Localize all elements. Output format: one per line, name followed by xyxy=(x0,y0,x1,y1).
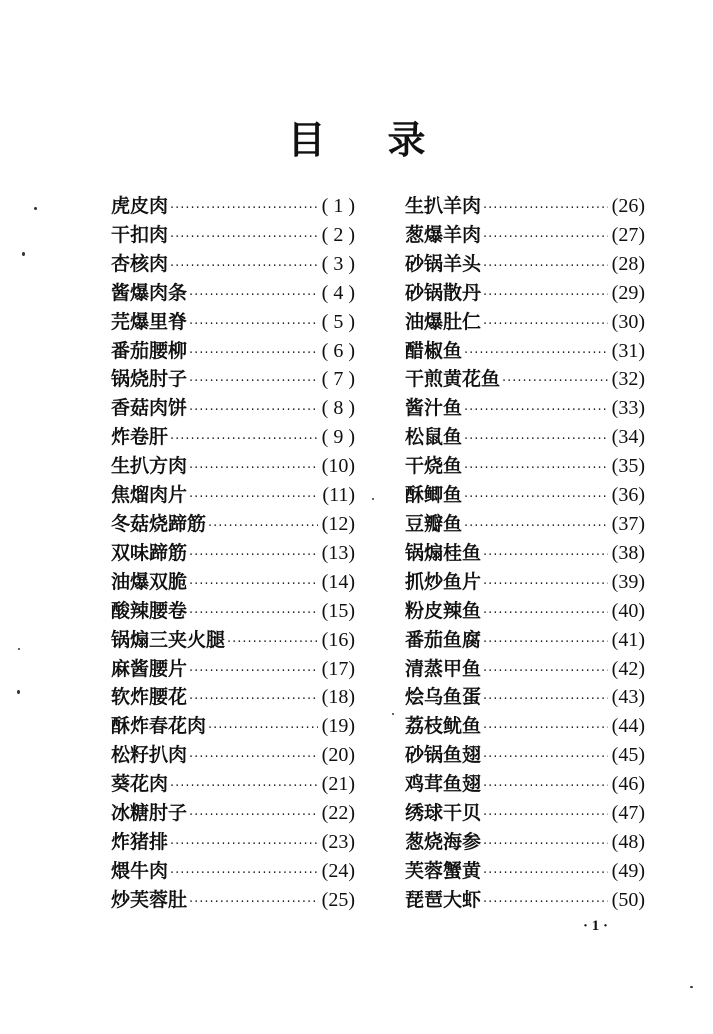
toc-entry-page: (38) xyxy=(611,541,645,564)
toc-entry-page: (18) xyxy=(321,686,355,709)
toc-dot-leader xyxy=(483,195,608,223)
toc-entry-title: 清蒸甲鱼 xyxy=(405,657,482,680)
toc-entry[interactable] xyxy=(405,394,645,423)
toc-entry-title: 双味蹄筋 xyxy=(111,541,188,564)
toc-entry-title: 锅煽三夹火腿 xyxy=(111,628,226,651)
toc-dot-leader xyxy=(170,195,318,223)
toc-dot-leader xyxy=(483,715,608,743)
toc-dot-leader xyxy=(189,282,318,310)
toc-entry-page: (45) xyxy=(611,744,645,767)
toc-entry-page: ( 4 ) xyxy=(321,281,355,304)
toc-entry-title: 干扣肉 xyxy=(111,223,169,246)
toc-dot-leader xyxy=(189,658,318,686)
toc-entry[interactable] xyxy=(111,712,355,741)
toc-entry[interactable] xyxy=(405,337,645,366)
toc-entry-page: ( 7 ) xyxy=(321,368,355,391)
toc-entry[interactable] xyxy=(111,886,355,915)
toc-entry-page: (22) xyxy=(321,802,355,825)
toc-entry-title: 油爆肚仁 xyxy=(405,310,482,333)
toc-dot-leader xyxy=(483,311,608,339)
toc-dot-leader xyxy=(189,484,318,512)
toc-dot-leader xyxy=(483,629,608,657)
toc-entry-page: ( 6 ) xyxy=(321,339,355,362)
toc-entry-title: 冰糖肘子 xyxy=(111,802,188,825)
toc-entry-page: ( 5 ) xyxy=(321,310,355,333)
toc-right-column xyxy=(405,192,645,915)
toc-entry-title: 烩乌鱼蛋 xyxy=(405,686,482,709)
toc-entry-page: (14) xyxy=(321,570,355,593)
toc-dot-leader xyxy=(170,253,318,281)
toc-entry[interactable] xyxy=(405,452,645,481)
toc-entry-page: ( 8 ) xyxy=(321,397,355,420)
toc-entry[interactable] xyxy=(111,683,355,712)
toc-dot-leader xyxy=(483,686,608,714)
toc-entry[interactable] xyxy=(405,250,645,279)
scan-speck xyxy=(17,690,20,694)
toc-entry-page: (11) xyxy=(322,484,355,507)
toc-entry-page: (47) xyxy=(611,802,645,825)
toc-entry-page: (49) xyxy=(611,859,645,882)
toc-dot-leader xyxy=(483,889,608,917)
toc-entry[interactable] xyxy=(405,221,645,250)
toc-entry-page: (27) xyxy=(611,223,645,246)
toc-entry[interactable] xyxy=(111,452,355,481)
toc-entry-page: (50) xyxy=(611,888,645,911)
toc-entry-page: (28) xyxy=(611,252,645,275)
toc-dot-leader xyxy=(483,773,608,801)
toc-dot-leader xyxy=(189,397,318,425)
toc-entry[interactable] xyxy=(405,770,645,799)
toc-entry-title: 酥鲫鱼 xyxy=(405,484,463,507)
toc-entry-page: (37) xyxy=(611,512,645,535)
toc-entry[interactable] xyxy=(405,308,645,337)
toc-entry-title: 干煎黄花鱼 xyxy=(405,368,501,391)
toc-entry[interactable] xyxy=(405,510,645,539)
toc-entry-title: 葵花肉 xyxy=(111,773,169,796)
toc-entry[interactable] xyxy=(405,799,645,828)
toc-entry[interactable] xyxy=(111,510,355,539)
toc-entry-page: (33) xyxy=(611,397,645,420)
toc-dot-leader xyxy=(170,860,318,888)
page-number: · 1 · xyxy=(583,918,609,934)
toc-entry[interactable] xyxy=(111,597,355,626)
toc-entry-title: 炒芙蓉肚 xyxy=(111,888,188,911)
toc-dot-leader xyxy=(483,282,608,310)
toc-entry-title: 锅烧肘子 xyxy=(111,368,188,391)
toc-entry[interactable] xyxy=(405,857,645,886)
toc-dot-leader xyxy=(170,773,318,801)
toc-entry[interactable] xyxy=(405,741,645,770)
toc-entry-page: (42) xyxy=(611,657,645,680)
toc-entry-page: (21) xyxy=(321,773,355,796)
toc-dot-leader xyxy=(189,368,318,396)
toc-entry-page: (12) xyxy=(321,512,355,535)
scan-speck xyxy=(22,252,25,256)
toc-entry[interactable] xyxy=(405,828,645,857)
toc-entry-title: 生扒方肉 xyxy=(111,455,188,478)
toc-entry-title: 番茄腰柳 xyxy=(111,339,188,362)
toc-entry[interactable] xyxy=(111,365,355,394)
toc-entry-title: 粉皮辣鱼 xyxy=(405,599,482,622)
scan-speck xyxy=(372,498,374,500)
toc-entry-title: 酱爆肉条 xyxy=(111,281,188,304)
toc-entry-title: 芫爆里脊 xyxy=(111,310,188,333)
toc-entry-title: 葱爆羊肉 xyxy=(405,223,482,246)
toc-entry[interactable] xyxy=(111,279,355,308)
toc-entry-title: 生扒羊肉 xyxy=(405,195,482,217)
toc-entry[interactable] xyxy=(405,279,645,308)
toc-entry[interactable] xyxy=(111,770,355,799)
toc-entry-page: (46) xyxy=(611,773,645,796)
toc-dot-leader xyxy=(170,426,318,454)
toc-dot-leader xyxy=(483,571,608,599)
toc-entry-page: (17) xyxy=(321,657,355,680)
toc-dot-leader xyxy=(464,426,608,454)
toc-dot-leader xyxy=(464,397,608,425)
toc-entry[interactable] xyxy=(111,626,355,655)
toc-dot-leader xyxy=(483,802,608,830)
toc-dot-leader xyxy=(189,542,318,570)
toc-entry-title: 荔枝鱿鱼 xyxy=(405,715,482,738)
scan-speck xyxy=(392,713,394,715)
toc-entry-title: 豆瓣鱼 xyxy=(405,512,463,535)
toc-dot-leader xyxy=(189,340,318,368)
toc-entry-page: (23) xyxy=(321,830,355,853)
toc-entry-title: 杏核肉 xyxy=(111,252,169,275)
toc-dot-leader xyxy=(189,889,318,917)
toc-entry[interactable] xyxy=(405,539,645,568)
toc-entry-title: 酱汁鱼 xyxy=(405,397,463,420)
toc-entry-page: (24) xyxy=(321,859,355,882)
toc-entry[interactable] xyxy=(111,423,355,452)
toc-entry-title: 炸猪排 xyxy=(111,830,169,853)
toc-entry-title: 冬菇烧蹄筋 xyxy=(111,512,207,535)
toc-dot-leader xyxy=(483,542,608,570)
toc-dot-leader xyxy=(208,715,318,743)
toc-entry-title: 砂锅羊头 xyxy=(405,252,482,275)
toc-entry-page: (34) xyxy=(611,426,645,449)
page-title xyxy=(0,116,713,164)
toc-entry[interactable] xyxy=(405,365,645,394)
toc-entry-page: (39) xyxy=(611,570,645,593)
toc-entry-title: 香菇肉饼 xyxy=(111,397,188,420)
toc-dot-leader xyxy=(483,860,608,888)
toc-entry-title: 焦熘肉片 xyxy=(111,484,188,507)
toc-entry-title: 干烧鱼 xyxy=(405,455,463,478)
toc-dot-leader xyxy=(483,224,608,252)
toc-entry-page: (40) xyxy=(611,599,645,622)
toc-entry[interactable] xyxy=(111,568,355,597)
toc-entry-title: 酸辣腰卷 xyxy=(111,599,188,622)
toc-entry-page: (43) xyxy=(611,686,645,709)
toc-entry-page: (30) xyxy=(611,310,645,333)
toc-entry[interactable] xyxy=(111,857,355,886)
toc-entry[interactable] xyxy=(111,337,355,366)
toc-entry[interactable] xyxy=(405,886,645,915)
toc-dot-leader xyxy=(502,368,608,396)
toc-entry[interactable] xyxy=(405,683,645,712)
toc-entry[interactable] xyxy=(405,568,645,597)
toc-entry[interactable] xyxy=(111,481,355,510)
scan-speck xyxy=(18,648,20,650)
toc-entry-page: (36) xyxy=(611,484,645,507)
toc-entry[interactable] xyxy=(111,221,355,250)
toc-dot-leader xyxy=(189,686,318,714)
toc-dot-leader xyxy=(208,513,318,541)
toc-entry-page: (48) xyxy=(611,830,645,853)
toc-entry-page: (41) xyxy=(611,628,645,651)
toc-entry-page: (16) xyxy=(321,628,355,651)
toc-dot-leader xyxy=(189,600,318,628)
toc-entry[interactable] xyxy=(405,423,645,452)
toc-dot-leader xyxy=(483,253,608,281)
toc-dot-leader xyxy=(483,600,608,628)
scan-speck xyxy=(34,207,37,210)
toc-entry[interactable] xyxy=(111,741,355,770)
toc-entry-title: 松鼠鱼 xyxy=(405,426,463,449)
toc-entry-title: 琵琶大虾 xyxy=(405,888,482,911)
toc-entry-page: ( 9 ) xyxy=(321,426,355,449)
toc-dot-leader xyxy=(189,802,318,830)
toc-entry[interactable] xyxy=(111,655,355,684)
toc-entry-title: 软炸腰花 xyxy=(111,686,188,709)
toc-entry-title: 醋椒鱼 xyxy=(405,339,463,362)
toc-entry-title: 松籽扒肉 xyxy=(111,744,188,767)
toc-entry-title: 砂锅散丹 xyxy=(405,281,482,304)
toc-entry-page: (25) xyxy=(321,888,355,911)
toc-left-column xyxy=(111,192,355,915)
toc-dot-leader xyxy=(464,484,608,512)
toc-dot-leader xyxy=(483,831,608,859)
toc-entry-page: (19) xyxy=(321,715,355,738)
toc-entry[interactable] xyxy=(405,626,645,655)
toc-entry-page: (31) xyxy=(611,339,645,362)
toc-entry[interactable] xyxy=(405,712,645,741)
toc-entry-title: 砂锅鱼翅 xyxy=(405,744,482,767)
toc-entry[interactable] xyxy=(405,597,645,626)
toc-dot-leader xyxy=(464,455,608,483)
toc-entry-title: 炸卷肝 xyxy=(111,426,169,449)
toc-entry-title: 酥炸春花肉 xyxy=(111,715,207,738)
toc-dot-leader xyxy=(483,744,608,772)
toc-entry-title: 锅煽桂鱼 xyxy=(405,541,482,564)
toc-entry-page: (15) xyxy=(321,599,355,622)
toc-dot-leader xyxy=(483,658,608,686)
toc-entry-page: ( 3 ) xyxy=(321,252,355,275)
toc-entry[interactable] xyxy=(405,481,645,510)
toc-dot-leader xyxy=(170,831,318,859)
toc-entry-title: 绣球干贝 xyxy=(405,802,482,825)
toc-entry[interactable] xyxy=(111,308,355,337)
toc-entry-title: 葱烧海参 xyxy=(405,830,482,853)
toc-dot-leader xyxy=(464,513,608,541)
toc-dot-leader xyxy=(189,744,318,772)
page-title-char-2: 录 xyxy=(387,118,426,162)
toc-dot-leader xyxy=(227,629,318,657)
toc-entry[interactable] xyxy=(405,192,645,221)
toc-entry-title: 抓炒鱼片 xyxy=(405,570,482,593)
toc-dot-leader xyxy=(170,224,318,252)
toc-entry[interactable] xyxy=(111,539,355,568)
toc-entry-page: ( 2 ) xyxy=(321,223,355,246)
toc-dot-leader xyxy=(189,311,318,339)
toc-entry-page: (13) xyxy=(321,541,355,564)
toc-entry-title: 芙蓉蟹黄 xyxy=(405,859,482,882)
toc-entry-title: 鸡茸鱼翅 xyxy=(405,773,482,796)
toc-entry[interactable] xyxy=(111,192,355,221)
toc-entry-page: (20) xyxy=(321,744,355,767)
toc-dot-leader xyxy=(189,571,318,599)
toc-entry-title: 虎皮肉 xyxy=(111,195,169,217)
toc-entry-page: (44) xyxy=(611,715,645,738)
toc-entry-page: (35) xyxy=(611,455,645,478)
page-title-char-1: 目 xyxy=(287,118,326,162)
toc-entry-page: (26) xyxy=(611,195,645,217)
toc-entry[interactable] xyxy=(111,828,355,857)
toc-entry[interactable] xyxy=(111,394,355,423)
scan-speck xyxy=(690,986,693,988)
toc-dot-leader xyxy=(189,455,318,483)
toc-entry-page: (29) xyxy=(611,281,645,304)
toc-entry-page: (32) xyxy=(611,368,645,391)
toc-entry[interactable] xyxy=(405,655,645,684)
toc-entry-title: 麻酱腰片 xyxy=(111,657,188,680)
toc-entry-title: 油爆双脆 xyxy=(111,570,188,593)
toc-entry-page: ( 1 ) xyxy=(321,195,355,217)
toc-entry-title: 番茄鱼腐 xyxy=(405,628,482,651)
toc-entry[interactable] xyxy=(111,799,355,828)
toc-entry-page: (10) xyxy=(321,455,355,478)
toc-entry[interactable] xyxy=(111,250,355,279)
toc-dot-leader xyxy=(464,340,608,368)
toc-entry-title: 煨牛肉 xyxy=(111,859,169,882)
